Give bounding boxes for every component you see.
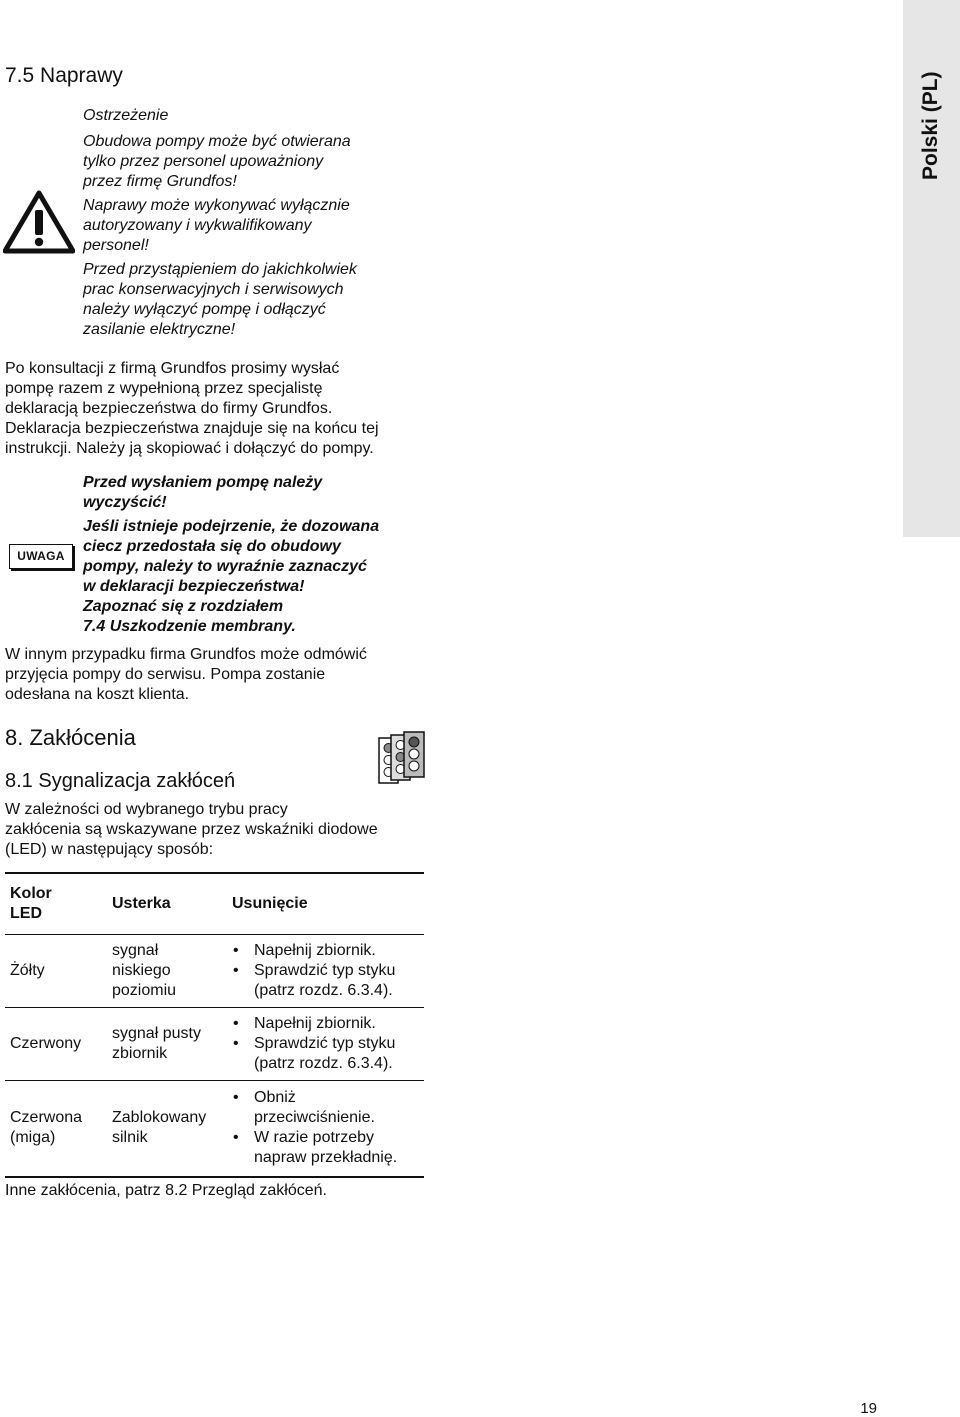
remedy-item: • Sprawdzić typ styku (patrz rozdz. 6.3.4).: [254, 961, 419, 1001]
led-fault-table: [5, 872, 424, 1178]
led-color-cell: Czerwona (miga): [10, 1109, 83, 1147]
section-heading-8-1: 8.1 Sygnalizacja zakłóceń: [5, 770, 236, 792]
column-header-remedy: Usunięcie: [232, 895, 308, 912]
remedy-cell: [227, 1008, 424, 1081]
refusal-paragraph: W innym przypadku firma Grundfos może odmówić przyjęcia pompy do serwisu. Pompa zostanie odesłana na koszt klienta.: [5, 646, 367, 703]
remedy-cell: [227, 935, 424, 1008]
warning-text-2: Naprawy może wykonywać wyłącznie autoryzowany i wykwalifikowany personel!: [83, 197, 350, 254]
table-row: [5, 935, 424, 1008]
remedy-item: • Obniż przeciwciśnienie.: [254, 1088, 419, 1128]
caution-text-2: Jeśli istnieje podejrzenie, że dozowana ciecz przedostała się do obudowy pompy, należy to wyraźnie zaznaczyć w deklaracji bezpieczeństwa! Zapoznać się z rozdziałem 7.4 Uszkodzenie membrany.: [83, 518, 380, 635]
section-heading-7-5: 7.5 Naprawy: [5, 64, 123, 87]
other-faults-note: Inne zakłócenia, patrz 8.2 Przegląd zakłóceń.: [5, 1182, 327, 1199]
remedy-item: • W razie potrzeby napraw przekładnię.: [254, 1128, 419, 1168]
warning-block: [83, 106, 423, 340]
warning-text-3: Przed przystąpieniem do jakichkolwiek prac konserwacyjnych i serwisowych należy wyłączyć pompę i odłączyć zasilanie elektryczne!: [83, 261, 357, 338]
page-number: 19: [860, 1400, 877, 1417]
caution-text-1: Przed wysłaniem pompę należy wyczyścić!: [83, 474, 323, 511]
section-heading-8: 8. Zakłócenia: [5, 725, 136, 750]
warning-triangle-icon: [3, 190, 75, 254]
column-header-led-color: Kolor LED: [10, 885, 52, 922]
language-side-tab: [903, 0, 960, 537]
led-signal-icon: [377, 730, 427, 786]
led-intro-paragraph: W zależności od wybranego trybu pracy zakłócenia są wskazywane przez wskaźniki diodowe (LED) w następujący sposób:: [5, 801, 378, 858]
remedy-item: • Napełnij zbiornik.: [254, 1014, 419, 1034]
column-header-fault: Usterka: [112, 895, 171, 912]
caution-badge: UWAGA: [9, 544, 73, 569]
table-row: [5, 1081, 424, 1177]
fault-cell: Zablokowany silnik: [112, 1109, 207, 1147]
remedy-cell: [227, 1081, 424, 1177]
language-label: Polski (PL): [919, 71, 942, 180]
fault-cell: sygnał niskiego poziomiu: [112, 942, 177, 999]
remedy-item: • Sprawdzić typ styku (patrz rozdz. 6.3.4).: [254, 1034, 419, 1074]
remedy-item: • Napełnij zbiornik.: [254, 941, 419, 961]
warning-title: Ostrzeżenie: [83, 107, 169, 124]
return-procedure-paragraph: Po konsultacji z firmą Grundfos prosimy wysłać pompę razem z wypełnioną przez specjalistę deklaracją bezpieczeństwa do firmy Grundfos. Deklaracja bezpieczeństwa znajduje się na końcu tej instrukcji. Należy ją skopiować i dołączyć do pompy.: [5, 360, 379, 457]
table-row: [5, 1008, 424, 1081]
fault-cell: sygnał pusty zbiornik: [112, 1025, 201, 1062]
led-color-cell: Żółty: [10, 962, 45, 979]
led-color-cell: Czerwony: [10, 1035, 82, 1052]
warning-text-1: Obudowa pompy może być otwierana tylko przez personel upoważniony przez firmę Grundfos!: [83, 133, 351, 190]
table-header-row: [5, 873, 424, 935]
caution-block: [83, 473, 423, 637]
